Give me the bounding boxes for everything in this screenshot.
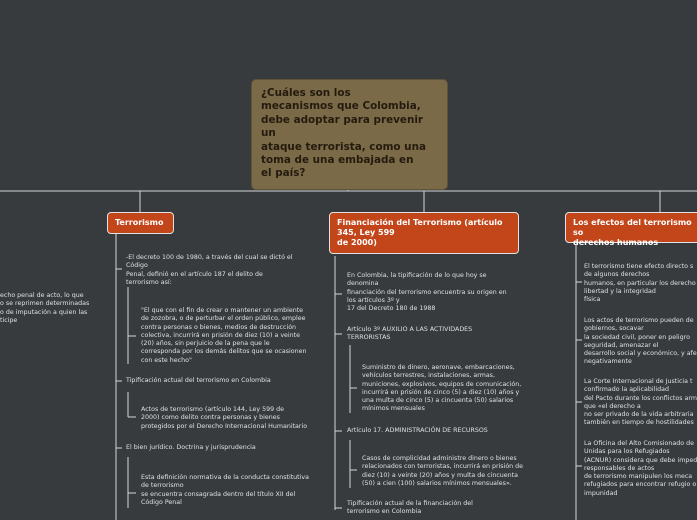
efectos-derechos-note: El terrorismo tiene efecto directo s de algunos derechos humanos, en particular los derecho libertad y la integridad física [584,263,696,304]
efectos-acnur-note: La Oficina del Alto Comisionado de Unidas para los Refugiados (ACNUR) considera que debe imped responsables de actos de terrorismo manipulen los meca refugiados para encontrar refugio o impunidad [584,440,697,497]
financiacion-origen-note: En Colombia, la tipificación de lo que hoy se denomina financiación del terrorismo encuentra su origen en los artículos 3º y 17 del Decreto 180 de 1988 [347,272,507,313]
financiacion-articulo3-note: Artículo 3º AUXILIO A LAS ACTIVIDADES TERRORISTAS [347,326,473,342]
left-branch-fragment: echo penal de acto, lo que o se reprimen determinadas o de imputación a quien las ticipe [0,292,90,324]
financiacion-complicidad-note: Casos de complicidad administre dinero o bienes relacionados con terroristas, incurrirá en prisión de diez (10) a veinte (20) años y multa de cincuenta (50) a cien (100) salarios mínimos mensuales». [362,455,524,487]
branch-efectos-derechos-humanos[interactable]: Los efectos del terrorismo so derechos humanos [565,212,697,243]
branch-financiacion[interactable]: Financiación del Terrorismo (artículo 345, Ley 599 de 2000) [329,212,519,254]
terrorismo-definicion-normativa-note: Esta definición normativa de la conducta constitutiva de terrorismo se encuentra consagrada dentro del título XII del Código Penal [141,474,309,506]
financiacion-suministro-note: Suministro de dinero, aeronave, embarcaciones, vehículos terrestres, instalaciones, armas, municiones, explosivos, equipos de comunicación, incurrirá en prisión de cinco (5) a diez (10) años y una multa de cinco (5) a cincuenta (50) salarios mínimos mensuales [362,364,522,413]
terrorismo-definition-note: "El que con el fin de crear o mantener un ambiente de zozobra, o de perturbar el orden público, emplee contra personas o bienes, medios de destrucción colectiva, incurrirá en prisión de diez (10) a veinte (20) años, sin perjuicio de la pena que le corresponda por los demás delitos que se ocasionen con este hecho" [141,307,307,364]
terrorismo-actos-note: Actos de terrorismo (artículo 144, Ley 599 de 2000) como delito contra personas y bienes protegidos por el Derecho Internacional Humanitario [141,406,308,430]
branch-terrorismo[interactable]: Terrorismo [107,212,174,234]
terrorismo-tipificacion-note: Tipificación actual del terrorismo en Colombia [126,377,271,384]
terrorismo-bien-juridico-note: El bien jurídico. Doctrina y jurisprudencia [126,444,256,451]
financiacion-tipificacion-note: Tipificación actual de la financiación del terrorismo en Colombia [347,500,473,516]
terrorismo-decreto-note: -El decreto 100 de 1980, a través del cual se dictó el Código Penal, definió en el artículo 187 el delito de terrorismo así: [126,254,293,286]
efectos-gobiernos-note: Los actos de terrorismo pueden de gobiernos, socavar la sociedad civil, poner en peligro seguridad, amenazar el desarrollo social y económico, y afe negativamente [584,317,697,366]
root-topic[interactable]: ¿Cuáles son los mecanismos que Colombia, debe adoptar para prevenir un ataque terrorista, como una toma de una embajada en el país? [251,79,448,190]
efectos-corte-note: La Corte Internacional de Justicia t confirmado la aplicabilidad del Pacto durante los conflictos arm que «el derecho a no ser privado de la vida arbitraria también en tiempo de hostilidades [584,378,697,427]
financiacion-articulo17-note: Artículo 17. ADMINISTRACIÓN DE RECURSOS [347,427,488,434]
